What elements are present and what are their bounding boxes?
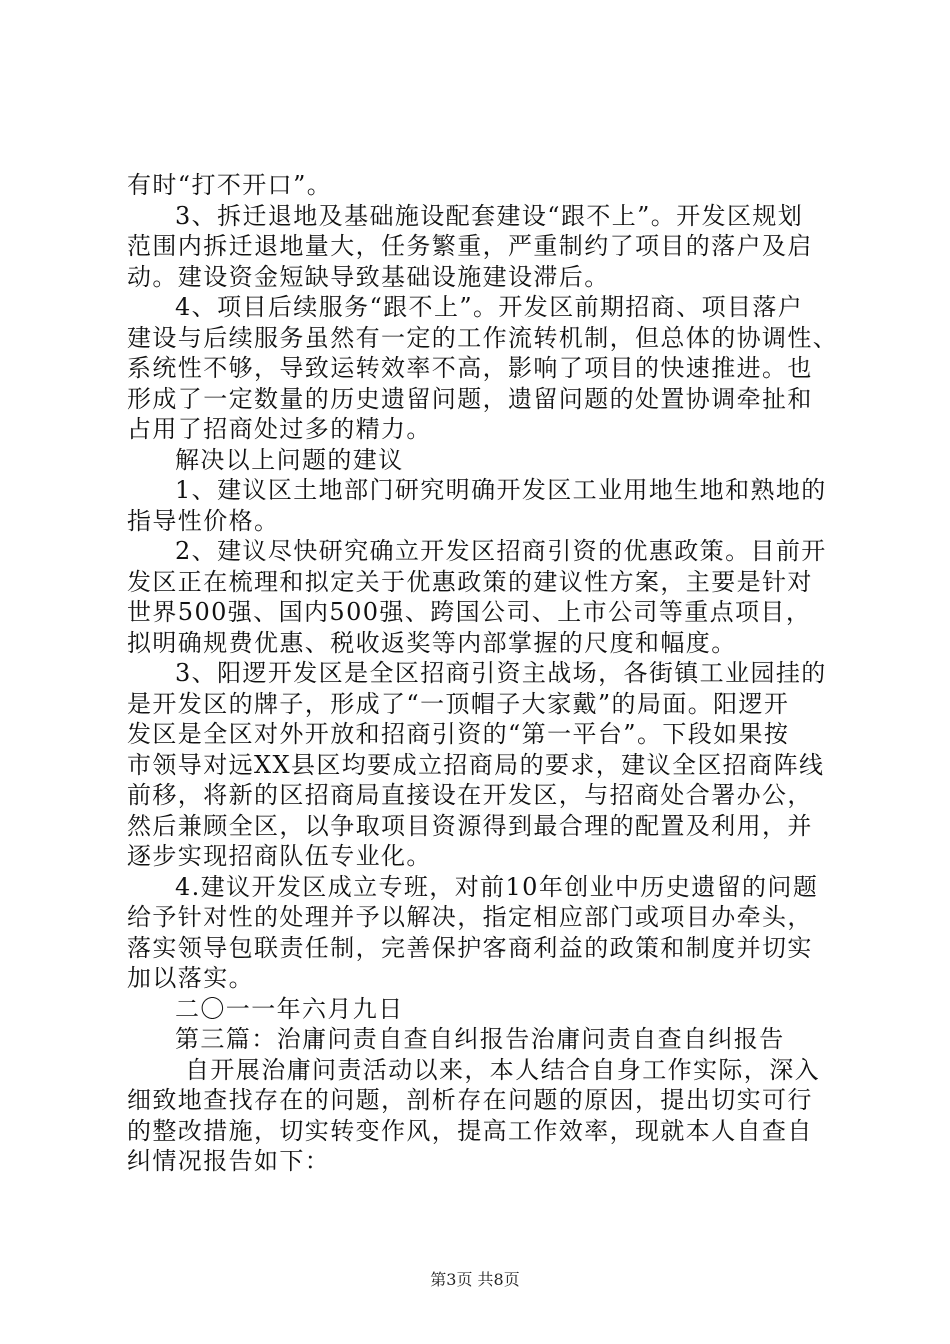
text-line: 纠情况报告如下： bbox=[127, 1147, 331, 1175]
text-line: 3、拆迁退地及基础施设配套建设“跟不上”。开发区规划 bbox=[175, 201, 804, 230]
text-line: 4.建议开发区成立专班，对前10年创业中历史遗留的问题 bbox=[175, 872, 819, 901]
text-line: 世界500强、国内500强、跨国公司、上市公司等重点项目， bbox=[127, 598, 812, 626]
text-line: 然后兼顾全区，以争取项目资源得到最合理的配置及利用，并 bbox=[127, 811, 813, 840]
text-line: 前移，将新的区招商局直接设在开发区，与招商处合署办公， bbox=[127, 781, 813, 809]
document-body bbox=[127, 170, 839, 1177]
text-line: 是开发区的牌子，形成了“一顶帽子大家戴”的局面。阳逻开 bbox=[127, 689, 790, 718]
text-line: 3、阳逻开发区是全区招商引资主战场，各街镇工业园挂的 bbox=[175, 659, 827, 687]
section-heading: 第三篇：治庸问责自查自纠报告治庸问责自查自纠报告 bbox=[175, 1025, 785, 1053]
text-line: 形成了一定数量的历史遗留问题，遗留问题的处置协调牵扯和 bbox=[127, 384, 813, 413]
text-line: 范围内拆迁退地量大，任务繁重，严重制约了项目的落户及启 bbox=[127, 232, 813, 260]
text-line: 发区正在梳理和拟定关于优惠政策的建议性方案，主要是针对 bbox=[127, 567, 813, 596]
text-line: 逐步实现招商队伍专业化。 bbox=[127, 842, 432, 870]
text-line: 1、建议区土地部门研究明确开发区工业用地生地和熟地的 bbox=[175, 476, 827, 504]
document-date: 二〇一一年六月九日 bbox=[175, 994, 404, 1023]
text-line: 指导性价格。 bbox=[127, 506, 280, 535]
section-heading: 解决以上问题的建议 bbox=[175, 445, 404, 474]
text-line: 有时“打不开口”。 bbox=[127, 171, 333, 199]
text-line: 系统性不够，导致运转效率不高，影响了项目的快速推进。也 bbox=[127, 354, 813, 382]
text-line: 市领导对远XX县区均要成立招商局的要求，建议全区招商阵线 bbox=[127, 750, 825, 779]
page-number-footer: 第3页 共8页 bbox=[430, 1270, 520, 1289]
text-line: 给予针对性的处理并予以解决，指定相应部门或项目办牵头， bbox=[127, 903, 813, 931]
text-line: 4、项目后续服务“跟不上”。开发区前期招商、项目落户 bbox=[175, 293, 804, 321]
text-line: 拟明确规费优惠、税收返奖等内部掌握的尺度和幅度。 bbox=[127, 628, 737, 657]
text-line: 落实领导包联责任制，完善保护客商利益的政策和制度并切实 bbox=[127, 933, 813, 962]
text-line: 动。建设资金短缺导致基础设施建设滞后。 bbox=[127, 262, 610, 291]
text-line: 发区是全区对外开放和招商引资的“第一平台”。下段如果按 bbox=[127, 720, 790, 748]
text-line: 的整改措施，切实转变作风，提高工作效率，现就本人自查自 bbox=[127, 1116, 813, 1145]
text-line: 自开展治庸问责活动以来，本人结合自身工作实际，深入 bbox=[185, 1055, 820, 1084]
text-line: 细致地查找存在的问题，剖析存在问题的原因，提出切实可行 bbox=[127, 1086, 813, 1114]
text-line: 建设与后续服务虽然有一定的工作流转机制，但总体的协调性、 bbox=[127, 323, 839, 352]
text-line: 2、建议尽快研究确立开发区招商引资的优惠政策。目前开 bbox=[175, 537, 827, 565]
text-line: 占用了招商处过多的精力。 bbox=[127, 415, 432, 443]
text-line: 加以落实。 bbox=[127, 964, 254, 992]
